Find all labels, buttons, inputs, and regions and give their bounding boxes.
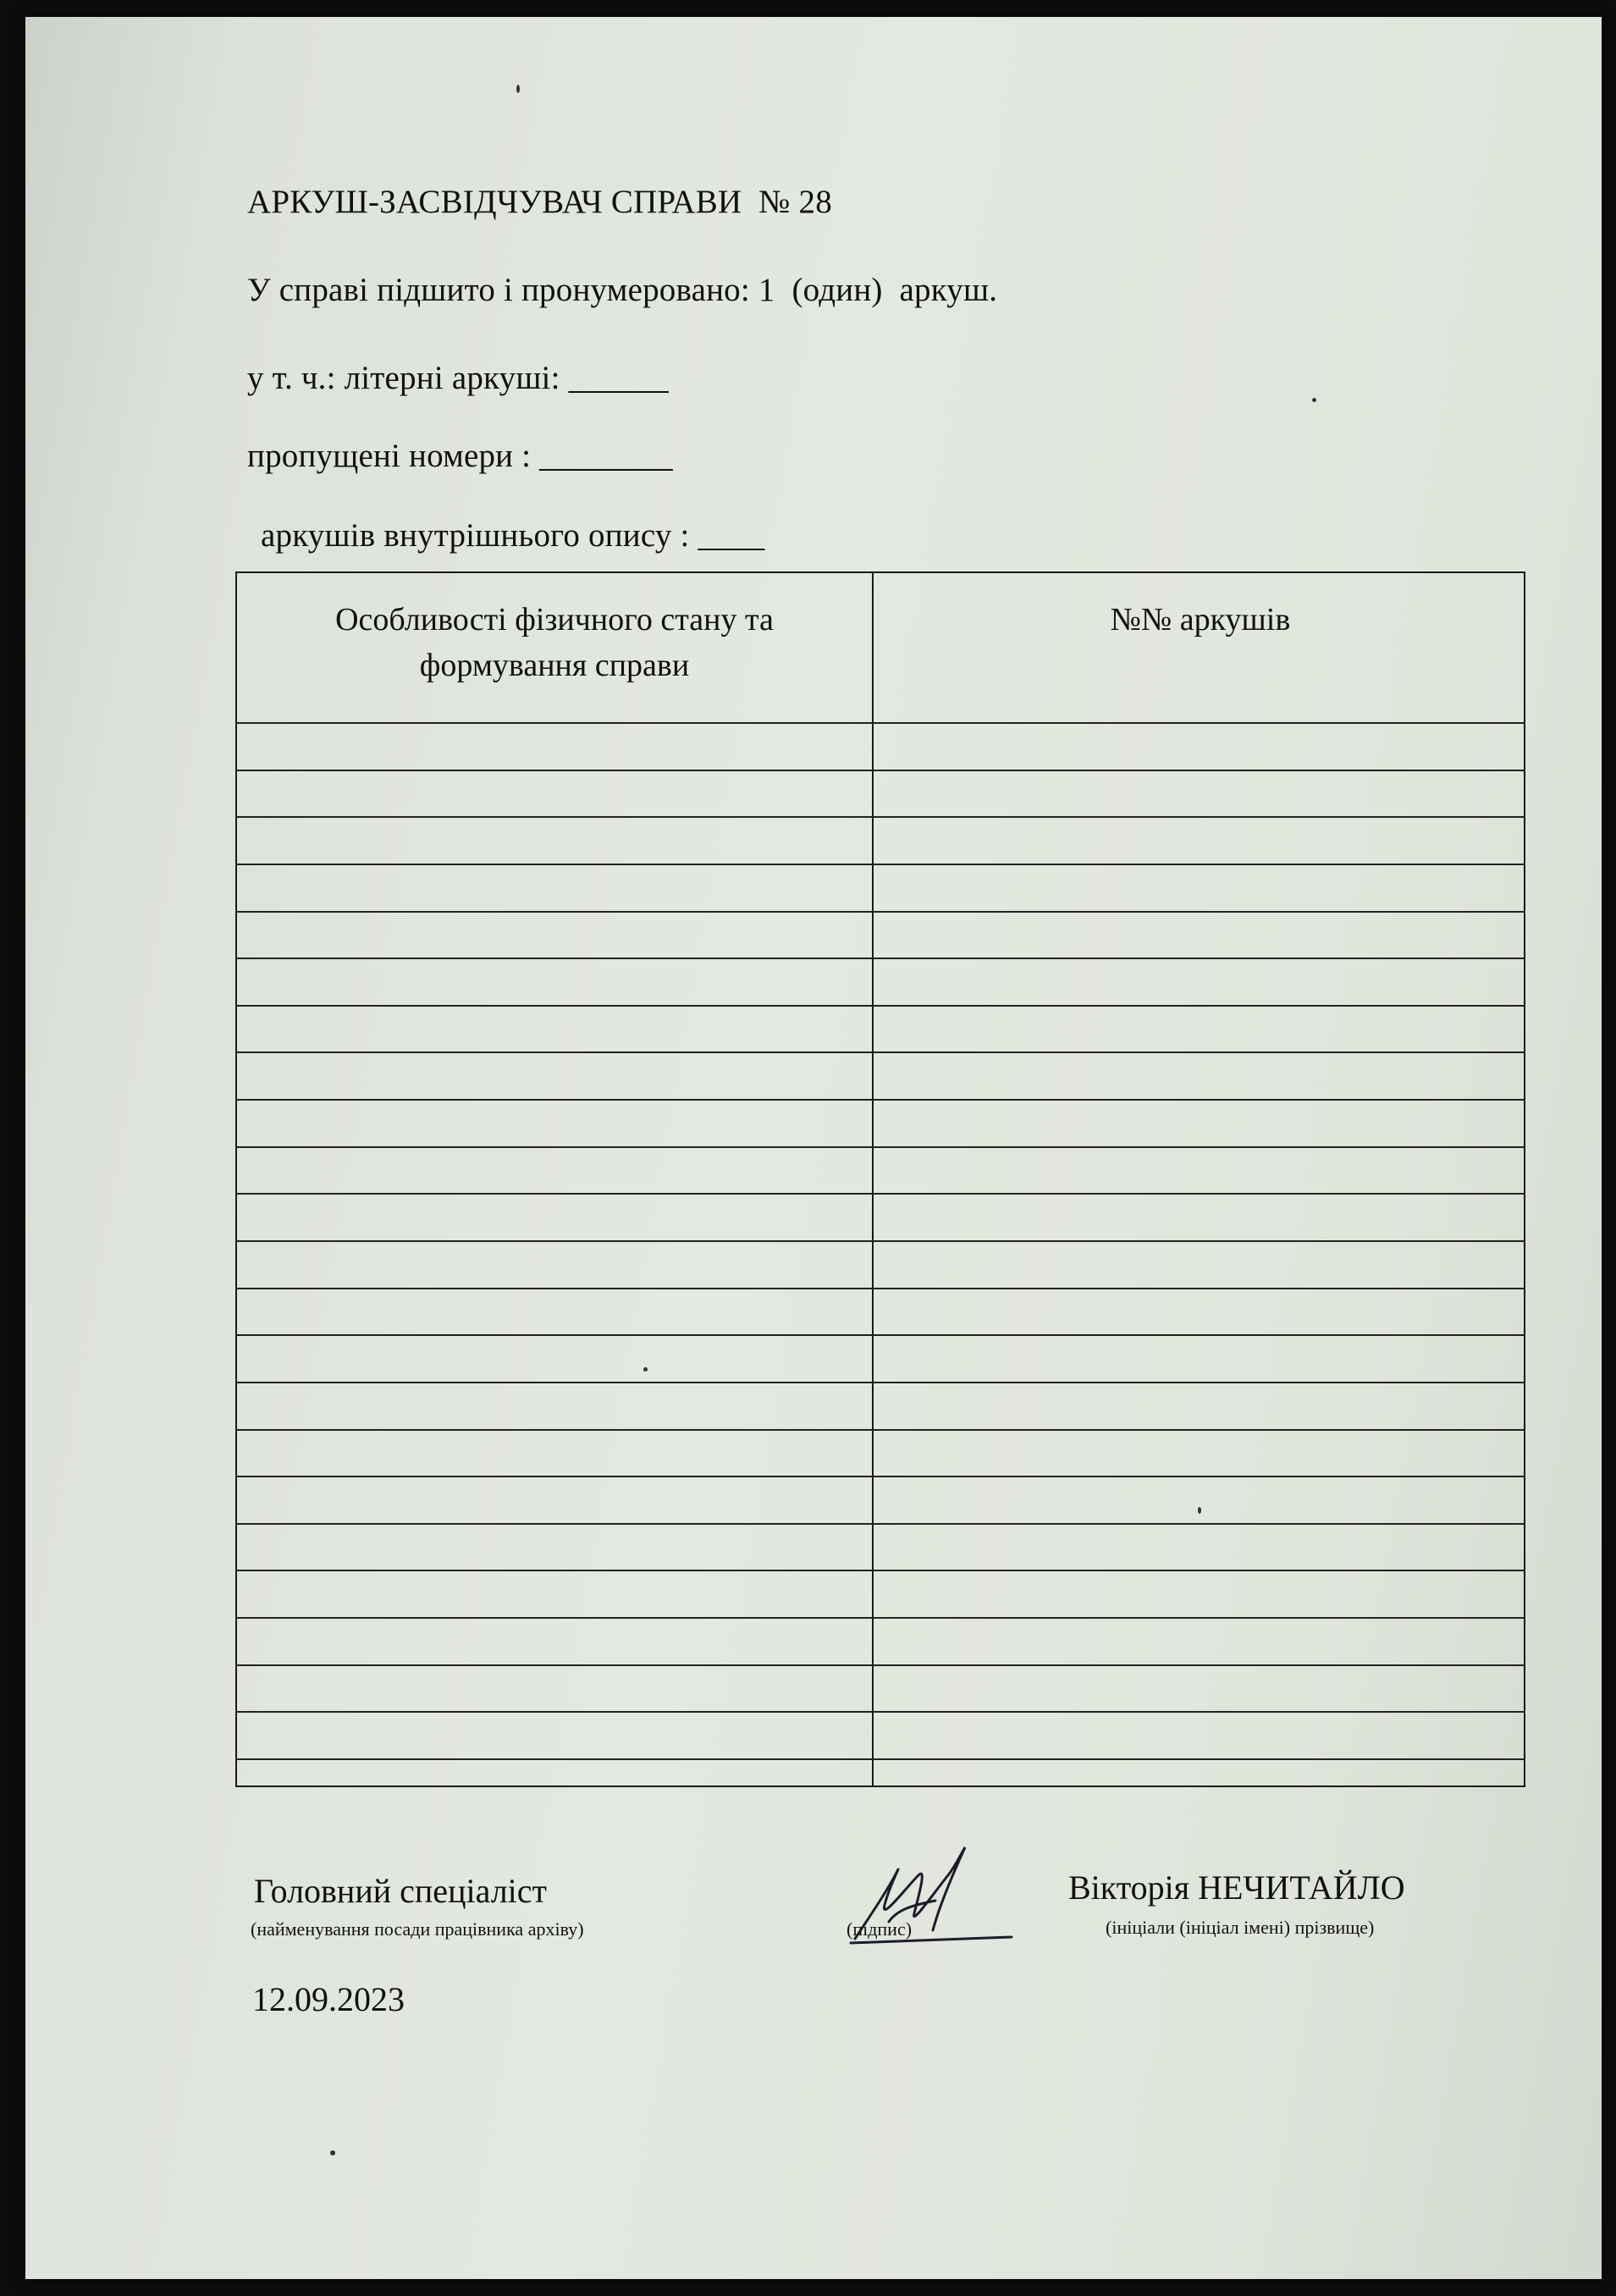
table-header-sheet-numbers [874,597,1527,643]
table-row-line [237,722,1524,724]
document-sheet [25,17,1602,2279]
table-row-line [237,1617,1524,1619]
table-row-line [237,1051,1524,1053]
table-row-line [237,1193,1524,1195]
table-row-line [237,1711,1524,1713]
paper-speck [516,85,520,93]
table-header-condition [237,597,872,688]
table-row-line [237,1758,1524,1760]
table-header-sheet-numbers-text: №№ аркушів [1110,602,1291,637]
table-row-line [237,1429,1524,1431]
signer-name: Вікторія НЕЧИТАЙЛО [1068,1868,1405,1907]
table-row-line [237,1476,1524,1477]
table-row-line [237,1146,1524,1148]
inner-inventory-line: аркушів внутрішнього опису : ____ [261,517,765,554]
document-date: 12.09.2023 [252,1980,405,2018]
document-title: АРКУШ-ЗАСВІДЧУВАЧ СПРАВИ № 28 [247,184,832,220]
paper-speck [330,2150,335,2155]
table-column-divider [872,573,874,1785]
table-row-line [237,1334,1524,1336]
paper-speck [1198,1507,1201,1514]
paper-speck [1312,398,1316,402]
table-row-line [237,1570,1524,1571]
table-header-condition-text: Особливості фізичного стану та формування справи [335,602,774,683]
table-row-line [237,1523,1524,1525]
table-row-line [237,1288,1524,1289]
table-row-line [237,816,1524,818]
table-row-line [237,958,1524,959]
signature-mark [838,1837,1024,1964]
paper-speck [643,1367,648,1372]
skipped-numbers-line: пропущені номери : ________ [247,438,673,474]
table-row-line [237,864,1524,865]
table-row-line [237,911,1524,913]
table-row-line [237,1005,1524,1007]
letter-sheets-line: у т. ч.: літерні аркуші: ______ [247,360,669,396]
sheet-count-line: У справі підшито і пронумеровано: 1 (один) аркуш. [247,272,998,308]
signature-caption: (підпис) [847,1918,913,1940]
position-caption: (найменування посади працівника архіву) [251,1918,584,1940]
table-row-line [237,1664,1524,1666]
table-row-line [237,1240,1524,1242]
table-row-line [237,1099,1524,1101]
condition-table [235,571,1525,1787]
table-row-line [237,770,1524,771]
position-title: Головний спеціаліст [254,1872,547,1910]
table-row-line [237,1382,1524,1383]
signer-name-caption: (ініціали (ініціал імені) прізвище) [1106,1917,1375,1938]
